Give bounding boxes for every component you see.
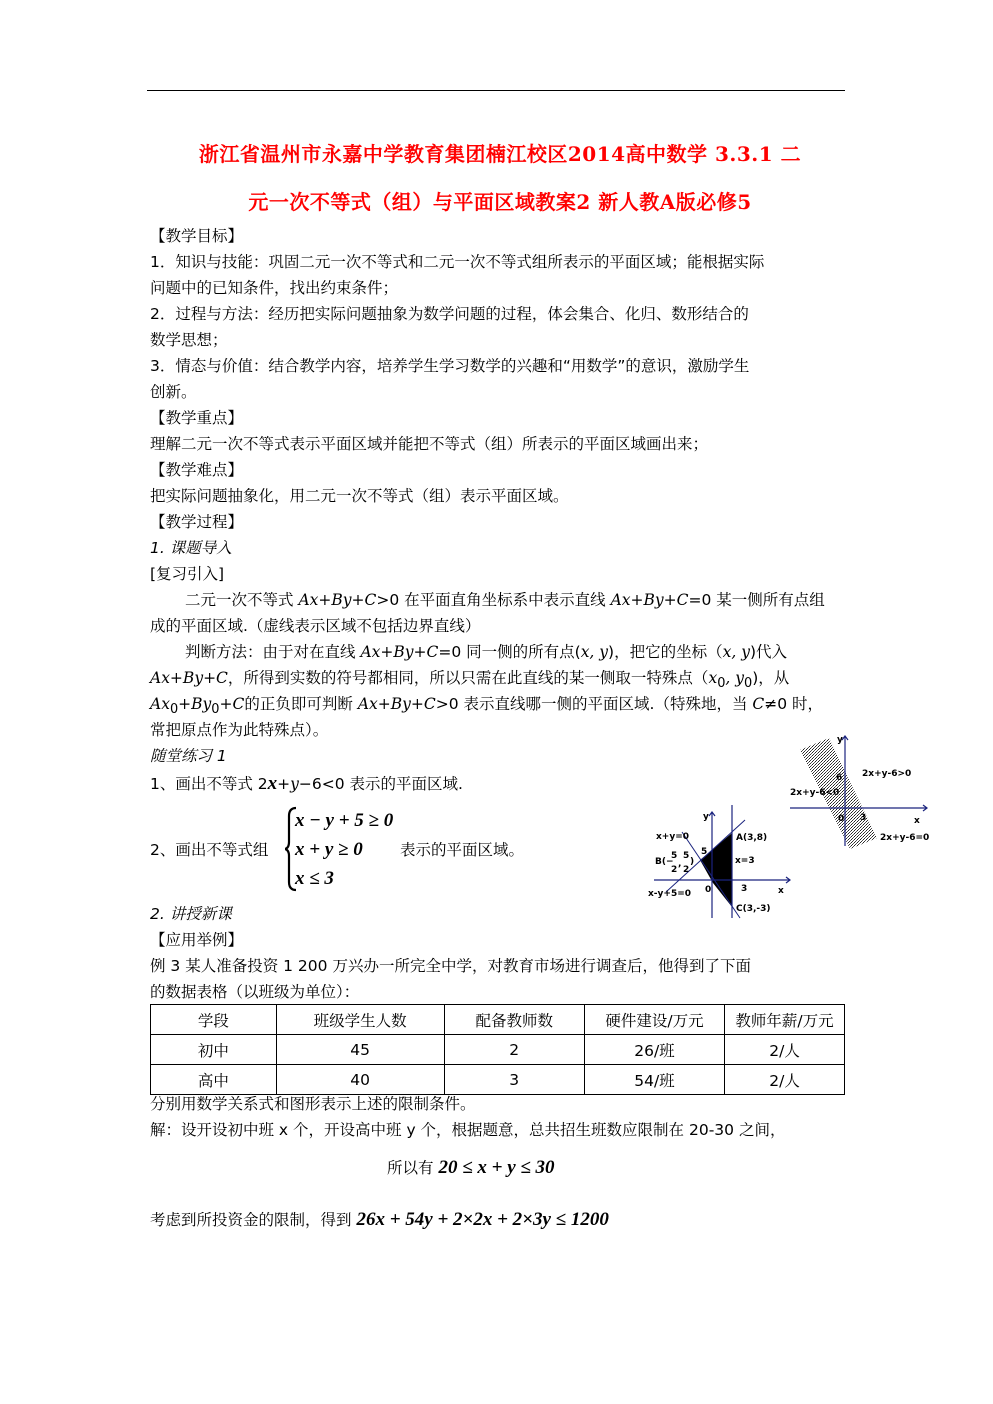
objective-3a: 3．情态与价值：结合教学内容，培养学生学习数学的兴趣和“用数学”的意识，激励学生 (150, 357, 750, 375)
objective-2a: 2．过程与方法：经历把实际问题抽象为数学问题的过程，体会集合、化归、数形结合的 (150, 305, 749, 323)
figure-inequality-region (782, 728, 932, 853)
solution-line-4 (150, 1210, 609, 1230)
page-title-line-2: 元一次不等式（组）与平面区域教案2 新人教A版必修5 (248, 190, 752, 214)
review-paragraph-1-cont: 成的平面区域.（虚线表示区域不包括边界直线） (150, 617, 481, 635)
question-2-suffix: 表示的平面区域。 (400, 841, 525, 859)
math-expr: 20 ≤ x + y ≤ 30 (438, 1157, 555, 1178)
b-num2: 5 (683, 851, 690, 861)
math-expr: Ax+By+C (360, 643, 439, 661)
label-eq: 2x+y-6=0 (880, 833, 930, 843)
difficulties-heading: 【教学难点】 (150, 461, 244, 479)
b-den2: 2 (683, 865, 690, 875)
table-cell: 45 (276, 1035, 444, 1065)
tick-3: 3 (860, 813, 867, 823)
shaded-triangle (700, 833, 732, 907)
math-expr: , y (725, 669, 745, 687)
inequality-row: x − y + 5 ≥ 0 (295, 810, 394, 831)
label-x-plus-y: x+y=0 (656, 832, 690, 842)
text: )，从 (752, 669, 790, 687)
math-var-x: x (267, 773, 278, 794)
label-x-3: x=3 (735, 856, 755, 866)
text: −6<0 表示的平面区域. (298, 775, 463, 793)
table-cell: 2/人 (725, 1035, 845, 1065)
table-header-cell: 硬件建设/万元 (584, 1005, 724, 1035)
x-label: x (914, 816, 920, 826)
tick-6: 6 (836, 773, 843, 783)
text: >0 表示直线哪一侧的平面区域.（特殊地，当 (435, 695, 753, 713)
text: 1、画出不等式 2 (150, 775, 268, 793)
text: 所以有 (387, 1159, 439, 1177)
table-row (151, 1065, 845, 1095)
inequality-row: x + y ≥ 0 (295, 839, 363, 860)
table-header-cell: 教师年薪/万元 (725, 1005, 845, 1035)
math-var-y: y (290, 775, 299, 793)
text: )，把它的坐标（ (608, 643, 723, 661)
key-points-heading: 【教学重点】 (150, 409, 244, 427)
math-expr: Ax+By+C (610, 591, 689, 609)
table-cell: 初中 (151, 1035, 277, 1065)
section-1-heading: 1. 课题导入 (150, 539, 232, 557)
origin-label: 0 (705, 885, 712, 895)
x-label: x (778, 886, 784, 896)
review-paragraph-2-cont3: 常把原点作为此特殊点）。 (150, 721, 329, 739)
math-expr: x (708, 669, 718, 687)
math-expr: +C (219, 695, 245, 713)
text: >0 在平面直角坐标系中表示直线 (376, 591, 611, 609)
label-point-a: A(3,8) (736, 833, 768, 843)
review-paragraph-1 (185, 590, 825, 610)
objective-1b: 问题中的已知条件，找出约束条件； (150, 279, 399, 297)
text: 二元一次不等式 (185, 591, 299, 609)
example-3-line-2: 的数据表格（以班级为单位）： (150, 983, 360, 1001)
text: )代入 (749, 643, 788, 661)
math-expr: +By (178, 695, 212, 713)
text: ≠0 时， (764, 695, 824, 713)
table-cell: 高中 (151, 1065, 277, 1095)
table-header-cell: 班级学生人数 (276, 1005, 444, 1035)
math-expr: x, y (580, 643, 609, 661)
review-heading: [复习引入] (150, 565, 225, 583)
math-expr: C (752, 695, 765, 713)
label-point-b (655, 851, 694, 875)
subscript: 0 (211, 702, 220, 718)
subscript: 0 (169, 702, 179, 718)
practice-question-1 (150, 774, 463, 794)
math-expr: Ax+By+C (150, 669, 228, 687)
table-header-cell: 配备教师数 (444, 1005, 584, 1035)
difficulties-text: 把实际问题抽象化，用二元一次不等式（组）表示平面区域。 (150, 487, 569, 505)
review-paragraph-2 (185, 642, 787, 662)
b-num1: 5 (671, 851, 678, 861)
table-header-row (151, 1005, 845, 1035)
objectives-heading: 【教学目标】 (150, 227, 244, 245)
section-2-heading: 2. 讲授新课 (150, 905, 232, 923)
text: 判断方法：由于对在直线 (185, 643, 361, 661)
subscript: 0 (717, 676, 726, 692)
math-expr: x, y (722, 643, 750, 661)
objective-3b: 创新。 (150, 383, 197, 401)
review-paragraph-2-cont2 (150, 694, 823, 720)
process-heading: 【教学过程】 (150, 513, 244, 531)
table-cell: 54/班 (584, 1065, 724, 1095)
header-rule (147, 90, 845, 91)
table-header-cell: 学段 (151, 1005, 277, 1035)
solution-intro: 分别用数学关系式和图形表示上述的限制条件。 (150, 1095, 476, 1113)
label-x-minus-y-plus-5: x-y+5=0 (648, 889, 692, 899)
text: ，所得到实数的符号都相同，所以只需在此直线的某一侧取一特殊点（ (227, 669, 709, 687)
key-points-text: 理解二元一次不等式表示平面区域并能把不等式（组）所表示的平面区域画出来； (150, 435, 709, 453)
math-expr: Ax+By+C (357, 695, 436, 713)
label-gt: 2x+y-6>0 (862, 769, 912, 779)
table-cell: 26/班 (584, 1035, 724, 1065)
example-3-line-1: 例 3 某人准备投资 1 200 万兴办一所完全中学，对教育市场进行调查后，他得到了下面 (150, 957, 751, 975)
inequality-row: x ≤ 3 (295, 868, 334, 889)
b-suffix: ) (690, 857, 695, 867)
solution-line-2: 解：设开设初中班 x 个，开设高中班 y 个，根据题意，总共招生班数应限制在 20-30 之间， (150, 1121, 786, 1139)
math-expr: Ax (150, 695, 170, 713)
y-label: y (837, 735, 843, 745)
question-2-label: 2、画出不等式组 (150, 841, 269, 859)
page-title-line-1: 浙江省温州市永嘉中学教育集团楠江校区2014高中数学 3.3.1 二 (198, 142, 802, 166)
b-mid: , (678, 859, 682, 869)
text: 的正负即可判断 (244, 695, 358, 713)
tick-5: 5 (701, 847, 708, 857)
y-label: y (703, 812, 709, 822)
data-table (150, 1004, 845, 1095)
objective-1a: 1．知识与技能：巩固二元一次不等式和二元一次不等式组所表示的平面区域；能根据实际 (150, 253, 765, 271)
inequality-system (295, 806, 393, 893)
math-expr: 26x + 54y + 2×2x + 2×3y ≤ 1200 (356, 1209, 609, 1230)
b-den1: 2 (671, 865, 678, 875)
table-cell: 2/人 (725, 1065, 845, 1095)
objective-2b: 数学思想； (150, 331, 228, 349)
math-expr: Ax+By+C (298, 591, 377, 609)
practice-heading: 随堂练习 1 (150, 747, 227, 765)
origin-label: 0 (838, 814, 845, 824)
review-paragraph-2-cont (150, 668, 789, 694)
b-prefix: B(− (655, 857, 674, 867)
text: =0 同一侧的所有点( (438, 643, 581, 661)
text: 考虑到所投资金的限制，得到 (150, 1211, 357, 1229)
figure-system-region (640, 800, 795, 920)
table-row (151, 1035, 845, 1065)
text: =0 某一侧所有点组 (688, 591, 825, 609)
application-heading: 【应用举例】 (150, 931, 244, 949)
label-lt: 2x+y-6<0 (790, 788, 840, 798)
tick-3: 3 (741, 884, 748, 894)
text: + (277, 775, 291, 793)
solution-line-3 (387, 1158, 555, 1178)
table-cell: 40 (276, 1065, 444, 1095)
table-cell: 3 (444, 1065, 584, 1095)
label-point-c: C(3,-3) (736, 904, 771, 914)
table-cell: 2 (444, 1035, 584, 1065)
subscript: 0 (744, 676, 753, 692)
